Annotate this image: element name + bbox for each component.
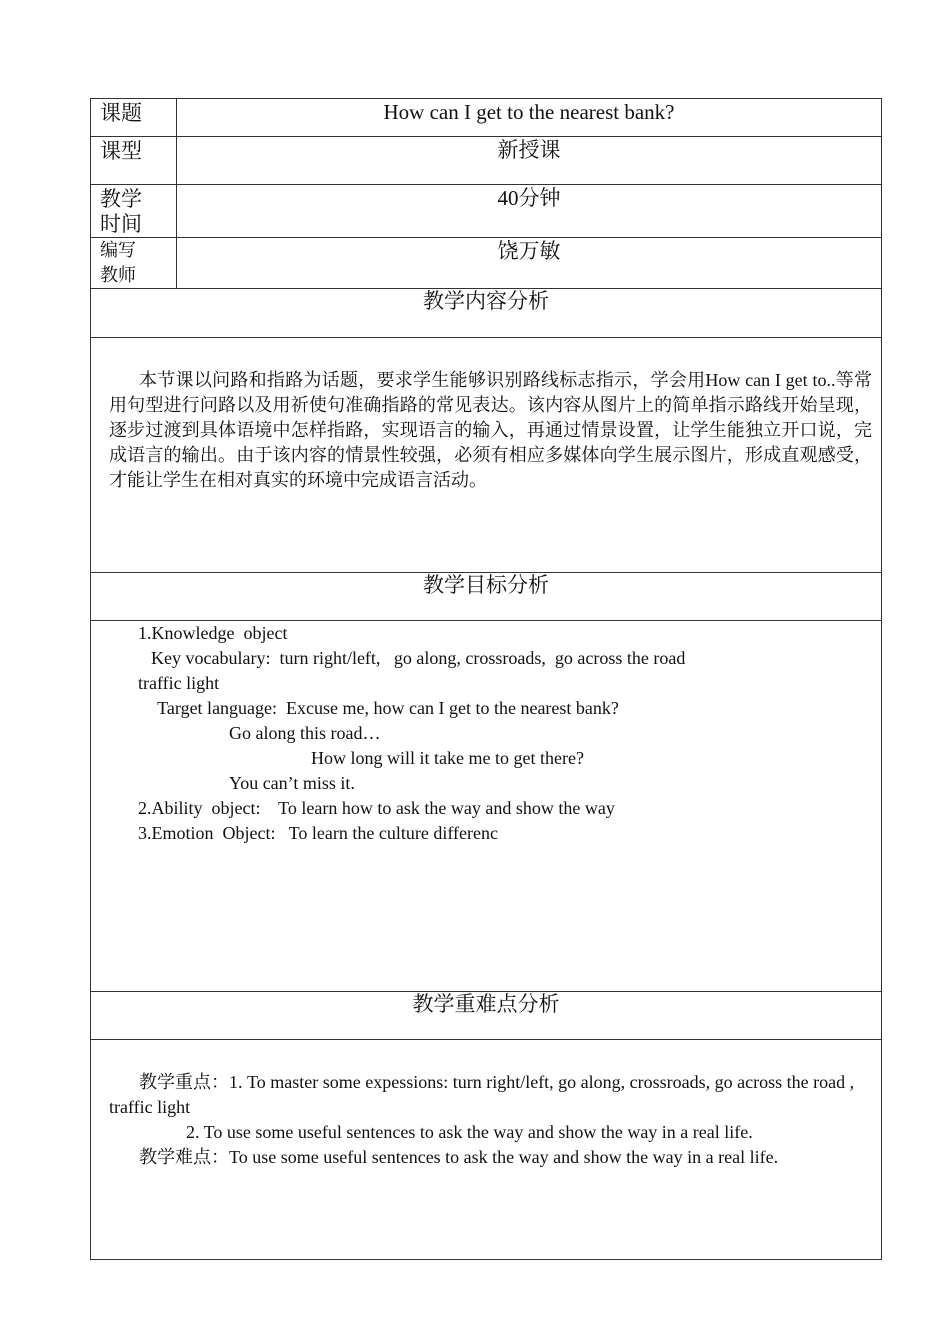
teacher-value: 饶万敏 xyxy=(177,238,882,289)
type-value: 新授课 xyxy=(177,137,882,185)
content-analysis-heading-row xyxy=(91,289,882,338)
objective-line: traffic light xyxy=(138,673,220,693)
key-points-body xyxy=(91,1040,882,1260)
objective-line: Key vocabulary: turn right/left, go along, crossroads, go across the road xyxy=(142,648,686,668)
key-points-heading-row xyxy=(91,992,882,1040)
objectives-body xyxy=(91,621,882,992)
objectives-body-row xyxy=(91,621,882,992)
topic-value: How can I get to the nearest bank? xyxy=(177,99,882,137)
teacher-label-line2: 教师 xyxy=(100,265,136,285)
objective-line: How long will it take me to get there? xyxy=(311,748,584,768)
focus-item-1: 1. To master some expessions: turn right/left, go along, crossroads, go across the road , traffic light xyxy=(109,1072,855,1117)
focus-label: 教学重点： xyxy=(139,1072,229,1092)
content-analysis-text: 本节课以问路和指路为话题，要求学生能够识别路线标志指示，学会用How can I get to..等常用句型进行问路以及用祈使句准确指路的常见表达。该内容从图片上的简单指示路线开始呈现，逐步过渡到具体语境中怎样指路，实现语言的输入，再通过情景设置，让学生能独立开口说，完成语言的输出。由于该内容的情景性较强，必须有相应多媒体向学生展示图片，形成直观感受，才能让学生在相对真实的环境中完成语言活动。 xyxy=(91,338,882,573)
time-label xyxy=(91,185,177,238)
type-row xyxy=(91,137,882,185)
objectives-heading: 教学目标分析 xyxy=(91,573,882,621)
focus-paragraph xyxy=(109,1070,872,1120)
objective-line: 1.Knowledge object xyxy=(138,623,288,643)
key-points-heading: 教学重难点分析 xyxy=(91,992,882,1040)
difficulty-label: 教学难点： xyxy=(139,1147,229,1167)
time-row xyxy=(91,185,882,238)
topic-label: 课题 xyxy=(91,99,177,137)
lesson-plan-table xyxy=(90,98,882,1260)
objective-line: 2.Ability object: To learn how to ask the way and show the way xyxy=(138,798,615,818)
lesson-plan-page xyxy=(90,98,881,1260)
time-value: 40分钟 xyxy=(177,185,882,238)
topic-row xyxy=(91,99,882,137)
content-analysis-body-row xyxy=(91,338,882,573)
time-label-line2: 时间 xyxy=(100,212,142,236)
content-analysis-heading: 教学内容分析 xyxy=(91,289,882,338)
time-label-line1: 教学 xyxy=(100,187,142,211)
teacher-label-line1: 编写 xyxy=(100,240,136,260)
objectives-heading-row xyxy=(91,573,882,621)
objective-line: 3.Emotion Object: To learn the culture differenc xyxy=(138,823,498,843)
objective-line: You can’t miss it. xyxy=(229,773,355,793)
objective-line: Target language: Excuse me, how can I get to the nearest bank? xyxy=(144,698,619,718)
objective-line: Go along this road… xyxy=(229,723,381,743)
difficulty-text: To use some useful sentences to ask the way and show the way in a real life. xyxy=(229,1147,779,1167)
teacher-label xyxy=(91,238,177,289)
difficulty-paragraph xyxy=(109,1145,872,1170)
focus-item-2: 2. To use some useful sentences to ask the way and show the way in a real life. xyxy=(186,1122,753,1142)
key-points-body-row xyxy=(91,1040,882,1260)
type-label: 课型 xyxy=(91,137,177,185)
teacher-row xyxy=(91,238,882,289)
